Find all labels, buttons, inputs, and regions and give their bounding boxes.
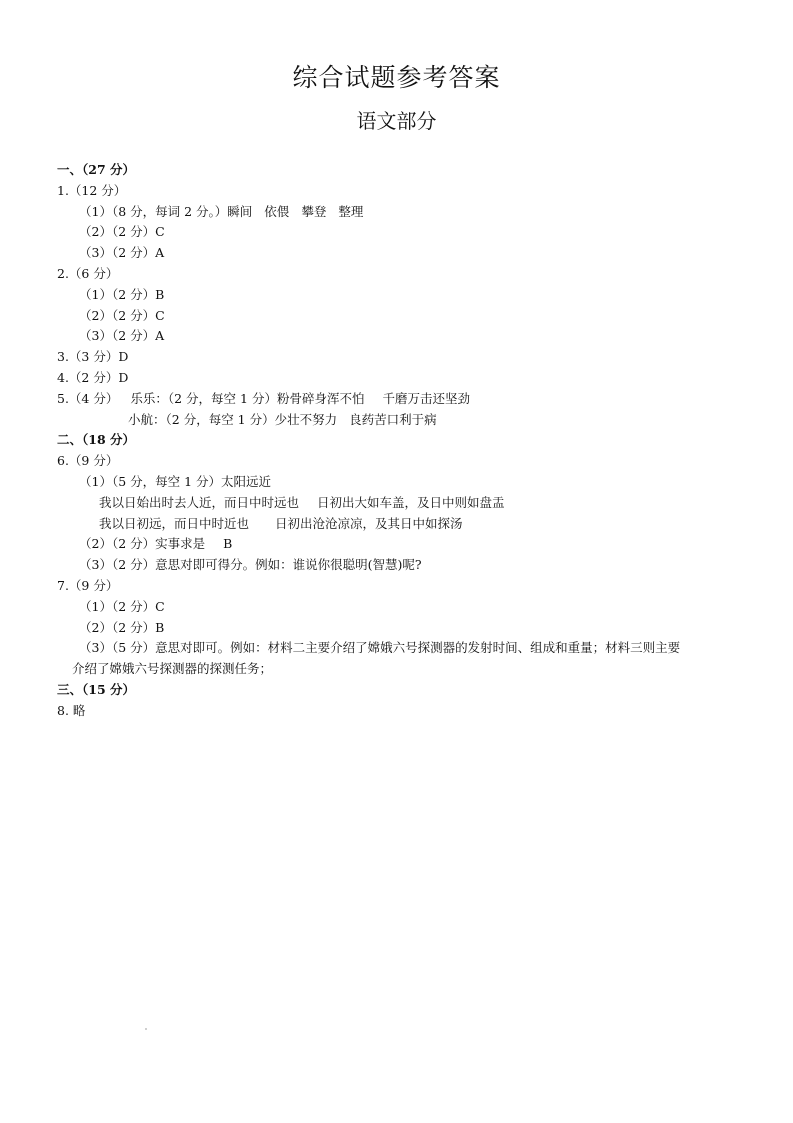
question-7-1: （1）（2 分）C	[79, 598, 165, 614]
q5-b-score: （2 分，每空 1 分）	[165, 411, 275, 427]
q6-1-l2-part-1: 我以日始出时去人近，而日中时远也	[99, 494, 300, 510]
question-6-1-line-2	[57, 493, 757, 514]
question-7-3-line-2: 介绍了嫦娥六号探测器的探测任务；	[72, 661, 273, 677]
question-6-3: （3）（2 分）意思对即可得分。例如：谁说你很聪明(智慧)呢?	[79, 557, 422, 573]
q5-b-answer-1: 少壮不努力	[274, 411, 338, 427]
q5-a-answer-1: 粉骨碎身浑不怕	[276, 390, 365, 406]
section-heading-2: 二、（18 分）	[57, 432, 135, 448]
q5-b-label: 小航：	[128, 411, 166, 427]
question-6-2	[57, 534, 757, 555]
q5-a-score: （2 分，每空 1 分）	[167, 390, 277, 406]
q5-b-answer-2: 良药苦口利于病	[349, 411, 437, 427]
q1-1-word-3: 攀登	[301, 203, 327, 219]
q5-a-label: 乐乐：	[130, 390, 168, 406]
question-2-2: （2）（2 分）C	[79, 307, 165, 323]
q1-1-word-2: 依偎	[264, 203, 290, 219]
q5-prefix: 5.（4 分）	[57, 390, 119, 406]
question-7-2: （2）（2 分）B	[79, 619, 165, 635]
answer-content	[57, 160, 757, 722]
question-6-heading: 6.（9 分）	[57, 453, 119, 469]
question-7-3-line-1: （3）（5 分）意思对即可。例如：材料二主要介绍了嫦娥六号探测器的发射时间、组成和重量；材料三则主要	[79, 640, 681, 656]
q1-1-word-4: 整理	[338, 203, 364, 219]
scan-speck	[145, 1028, 147, 1030]
question-5-line-2	[57, 410, 757, 431]
question-2-3: （3）（2 分）A	[79, 328, 165, 344]
q5-a-answer-2: 千磨万击还坚劲	[382, 390, 470, 406]
question-1-heading: 1.（12 分）	[57, 182, 127, 198]
question-1-2: （2）（2 分）C	[79, 224, 165, 240]
question-6-1-line-3	[57, 514, 757, 535]
q6-1-l3-part-2: 日初出沧沧凉凉，及其日中如探汤	[275, 515, 463, 531]
question-1-3: （3）（2 分）A	[79, 245, 165, 261]
q6-2-prefix: （2）（2 分）实事求是	[79, 536, 206, 552]
section-heading-3: 三、（15 分）	[57, 681, 135, 697]
q6-2-answer: B	[223, 536, 233, 552]
question-7-heading: 7.（9 分）	[57, 577, 119, 593]
document-subtitle: 语文部分	[356, 109, 437, 133]
question-6-1: （1）（5 分，每空 1 分）太阳远近	[79, 473, 272, 489]
q1-1-word-1: 瞬间	[227, 203, 253, 219]
q6-1-l2-part-2: 日初出大如车盖，及日中则如盘盂	[317, 494, 505, 510]
question-3: 3.（3 分）D	[57, 349, 129, 365]
question-8: 8. 略	[57, 702, 86, 718]
question-2-1: （1）（2 分）B	[79, 286, 165, 302]
section-heading-1: 一、（27 分）	[57, 162, 135, 177]
question-2-heading: 2.（6 分）	[57, 265, 119, 281]
document-title: 综合试题参考答案	[292, 63, 501, 92]
q6-1-l3-part-1: 我以日初远，而日中时近也	[99, 515, 250, 531]
q1-1-prefix: （1）（8 分，每词 2 分。）	[79, 203, 228, 219]
question-4: 4.（2 分）D	[57, 369, 129, 385]
question-5-line-1	[57, 389, 757, 410]
question-1-1	[57, 202, 757, 223]
